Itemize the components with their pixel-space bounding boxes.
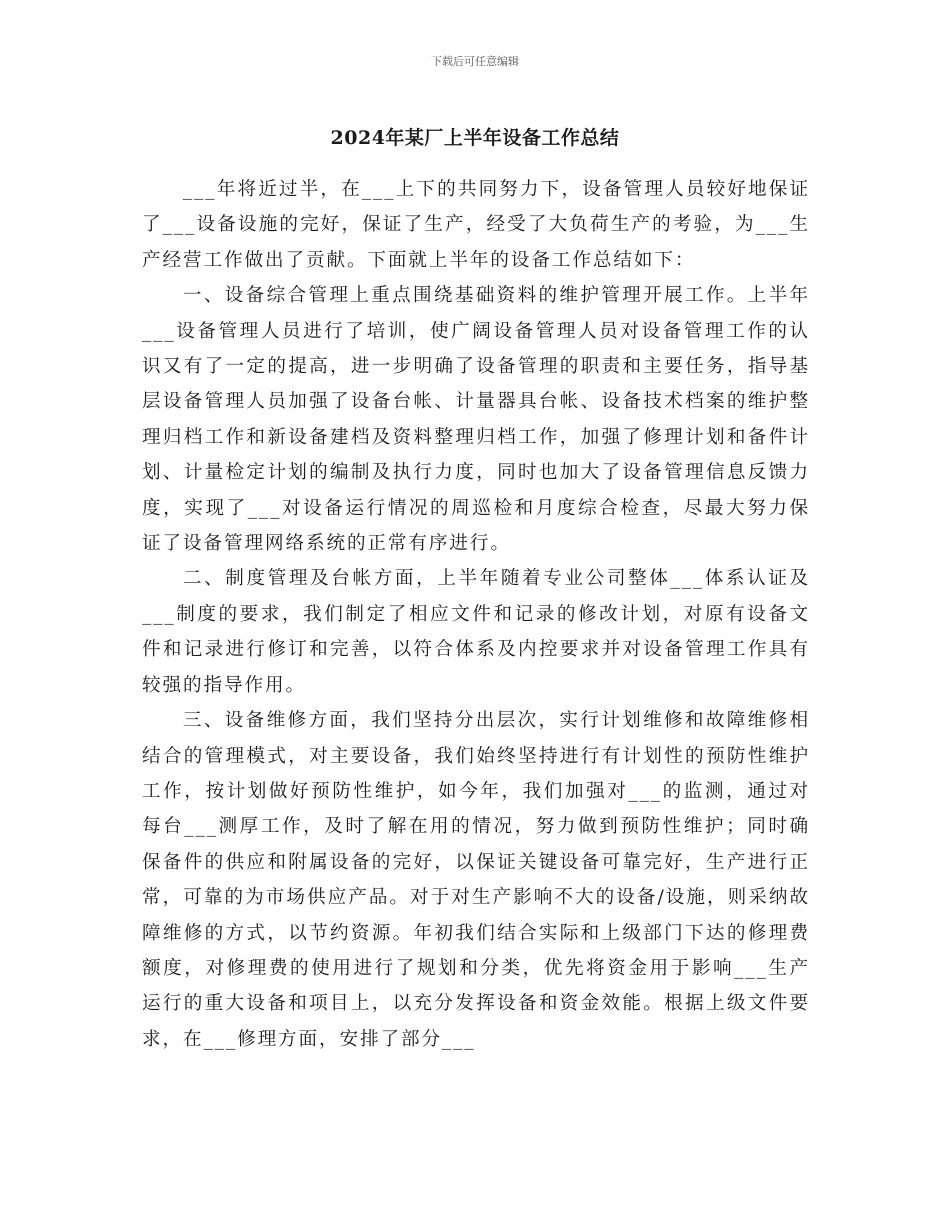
paragraph-section-3: 三、设备维修方面，我们坚持分出层次，实行计划维修和故障维修相结合的管理模式，对主要设备，我们始终坚持进行有计划性的预防性维护工作，按计划做好预防性维护，如今年，我们加强对___的监测，通过对每台___测厚工作，及时了解在用的情况，努力做到预防性维护；同时确保备件的供应和附属设备的完好，以保证关键设备可靠完好，生产进行正常，可靠的为市场供应产品。对于对生产影响不大的设备/设施，则采纳故障维修的方式，以节约资源。年初我们结合实际和上级部门下达的修理费额度，对修理费的使用进行了规划和分类，优先将资金用于影响___生产运行的重大设备和项目上，以充分发挥设备和资金效能。根据上级文件要求，在___修理方面，安排了部分___	[142, 710, 810, 1050]
document-title: 2024年某厂上半年设备工作总结	[330, 127, 620, 149]
header-note: 下载后可任意编辑	[431, 55, 519, 68]
document-body	[142, 172, 810, 1057]
paragraph-section-1: 一、设备综合管理上重点围绕基础资料的维护管理开展工作。上半年___设备管理人员进行了培训，使广阔设备管理人员对设备管理工作的认识又有了一定的提高，进一步明确了设备管理的职责和主要任务，指导基层设备管理人员加强了设备台帐、计量器具台帐、设备技术档案的维护整理归档工作和新设备建档及资料整理归档工作，加强了修理计划和备件计划、计量检定计划的编制及执行力度，同时也加大了设备管理信息反馈力度，实现了___对设备运行情况的周巡检和月度综合检查，尽最大努力保证了设备管理网络系统的正常有序进行。	[142, 285, 810, 555]
paragraph-section-2: 二、制度管理及台帐方面，上半年随着专业公司整体___体系认证及___制度的要求，我们制定了相应文件和记录的修改计划，对原有设备文件和记录进行修订和完善，以符合体系及内控要求并对设备管理工作具有较强的指导作用。	[142, 568, 810, 696]
paragraph-intro: ___年将近过半，在___上下的共同努力下，设备管理人员较好地保证了___设备设施的完好，保证了生产，经受了大负荷生产的考验，为___生产经营工作做出了贡献。下面就上半年的设备工作总结如下：	[142, 179, 810, 271]
